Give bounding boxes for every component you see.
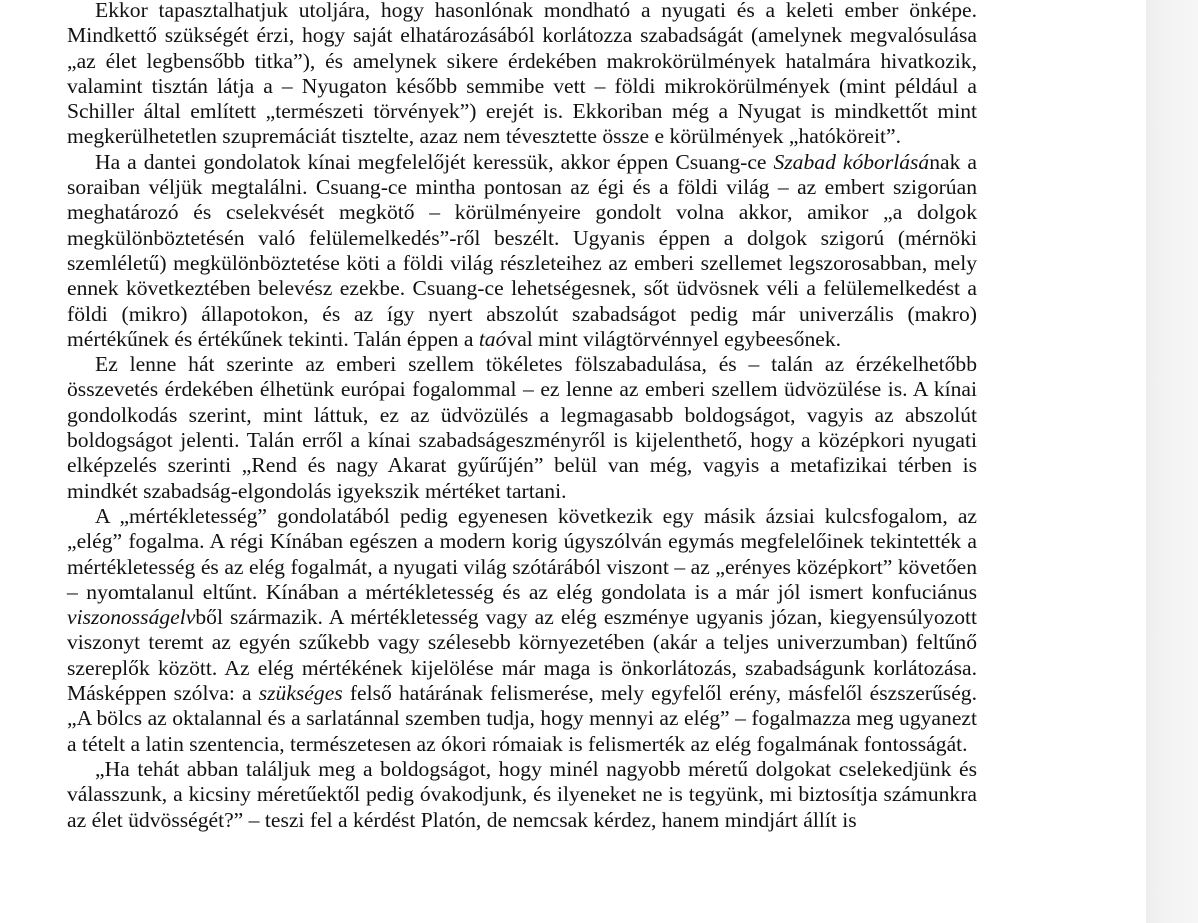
text-run: ből származik. A mértékletesség vagy az elég eszménye ugyanis józan, kiegyensúlyozott viszonyt teremt az egyén szűkebb vagy szélesebb környezetében (akár a teljes univerzumban) feltűnő szereplők között. Az elég mértékének kijelölése már maga is önkorlátozás, szabadságunk korlátozása. Másképpen szólva: a [67,605,977,706]
text-run: Ekkor tapasztalhatjuk utoljára, hogy hasonlónak mondható a nyugati és a keleti ember önképe. Mindkettő szükségét érzi, hogy saját elhatározásából korlátozza szabadságát (amelynek megvalósulása „az élet legbensőbb titka”), és amelynek sikere érdekében makrokörülmények hatalmára hivatkozik, valamint tisztán látja a – Nyugaton később semmibe vett – földi mikrokörülmények (mint például a Schiller által említett „természeti törvények”) erejét is. Ekkoriban még a Nyugat is mindkettőt mint megkerülhetetlen szupremáciát tisztelte, azaz nem tévesztette össze e körülmények „hatóköreit”. [67,0,977,149]
italic-text: taó [478,326,507,351]
text-run: felső határának felismerése, mely egyfelől erény, másfelől észszerűség. „A bölcs az oktalannal és a sarlatánnal szemben tudja, hogy mennyi az elég” – fogalmazza meg ugyanezt a tételt a latin szentencia, természetesen az ókori rómaiak is felismerték az elég fogalmának fontosságát. [67,681,977,756]
italic-text: viszonosságelv [67,605,196,630]
text-run: „Ha tehát abban találjuk meg a boldogságot, hogy minél nagyobb méretű dolgokat cselekedjünk és válasszunk, a kicsiny méretűektől pedig óvakodjunk, és ilyeneket ne is tegyünk, mi biztosítja számunkra az élet üdvösségét?” – teszi fel a kérdést Platón, de nemcsak kérdez, hanem mindjárt állít is [67,756,977,832]
paragraph [67,0,977,150]
italic-text: szükséges [258,681,343,706]
text-run: nak a soraiban véljük megtalálni. Csuang-ce mintha pontosan az égi és a földi világ – az embert szigorúan meghatározó és cselekvését megkötő – körülményeire gondolt volna akkor, amikor „a dolgok megkülönböztetésén való felülemelkedés”-ről beszélt. Ugyanis éppen a dolgok szigorú (mérnöki szemléletű) megkülönböztetése köti a földi világ részleteihez az emberi szellemet legszorosabban, mely ennek következtében belevész ezekbe. Csuang-ce lehetségesnek, sőt üdvösnek véli a felülemelkedést a földi (mikro) állapotokon, és az így nyert abszolút szabadságot pedig már univerzális (makro) mértékűnek és értékűnek tekinti. Talán éppen a [67,149,977,351]
text-run: A „mértékletesség” gondolatából pedig egyenesen következik egy másik ázsiai kulcsfogalom, az „elég” fogalma. A régi Kínában egészen a modern korig úgyszólván egymás megfelelőinek tekintették a mértékletesség és az elég fogalmát, a nyugati világ szótárából viszont – az „erényes középkort” követően – nyomtalanul eltűnt. Kínában a mértékletesség és az elég gondolata is a már jól ismert konfuciánus [67,503,977,604]
paragraph [67,504,977,757]
text-run: val mint világtörvénnyel egybeesőnek. [506,326,842,351]
page-edge [1146,0,1198,923]
italic-text: Szabad kóborlásá [773,149,930,174]
paragraph [67,757,977,833]
text-run: Ha a dantei gondolatok kínai megfelelőjét keressük, akkor éppen Csuang-ce [95,149,774,174]
paragraph [67,150,977,352]
text-column [67,0,977,833]
text-run: Ez lenne hát szerinte az emberi szellem tökéletes fölszabadulása, és – talán az érzékelhetőbb összevetés érdekében élhetünk európai fogalommal – ez lenne az emberi szellem üdvözülése is. A kínai gondolkodás szerint, mint láttuk, ez az üdvözülés a legmagasabb boldogságot, vagyis az abszolút boldogságot jelenti. Talán erről a kínai szabadságeszményről is kijelenthető, hogy a középkori nyugati elképzelés szerinti „Rend és nagy Akarat gyűrűjén” belül van még, vagyis a metafizikai térben is mindkét szabadság-elgondolás igyekszik mértéket tartani. [67,352,977,503]
paragraph [67,352,977,504]
